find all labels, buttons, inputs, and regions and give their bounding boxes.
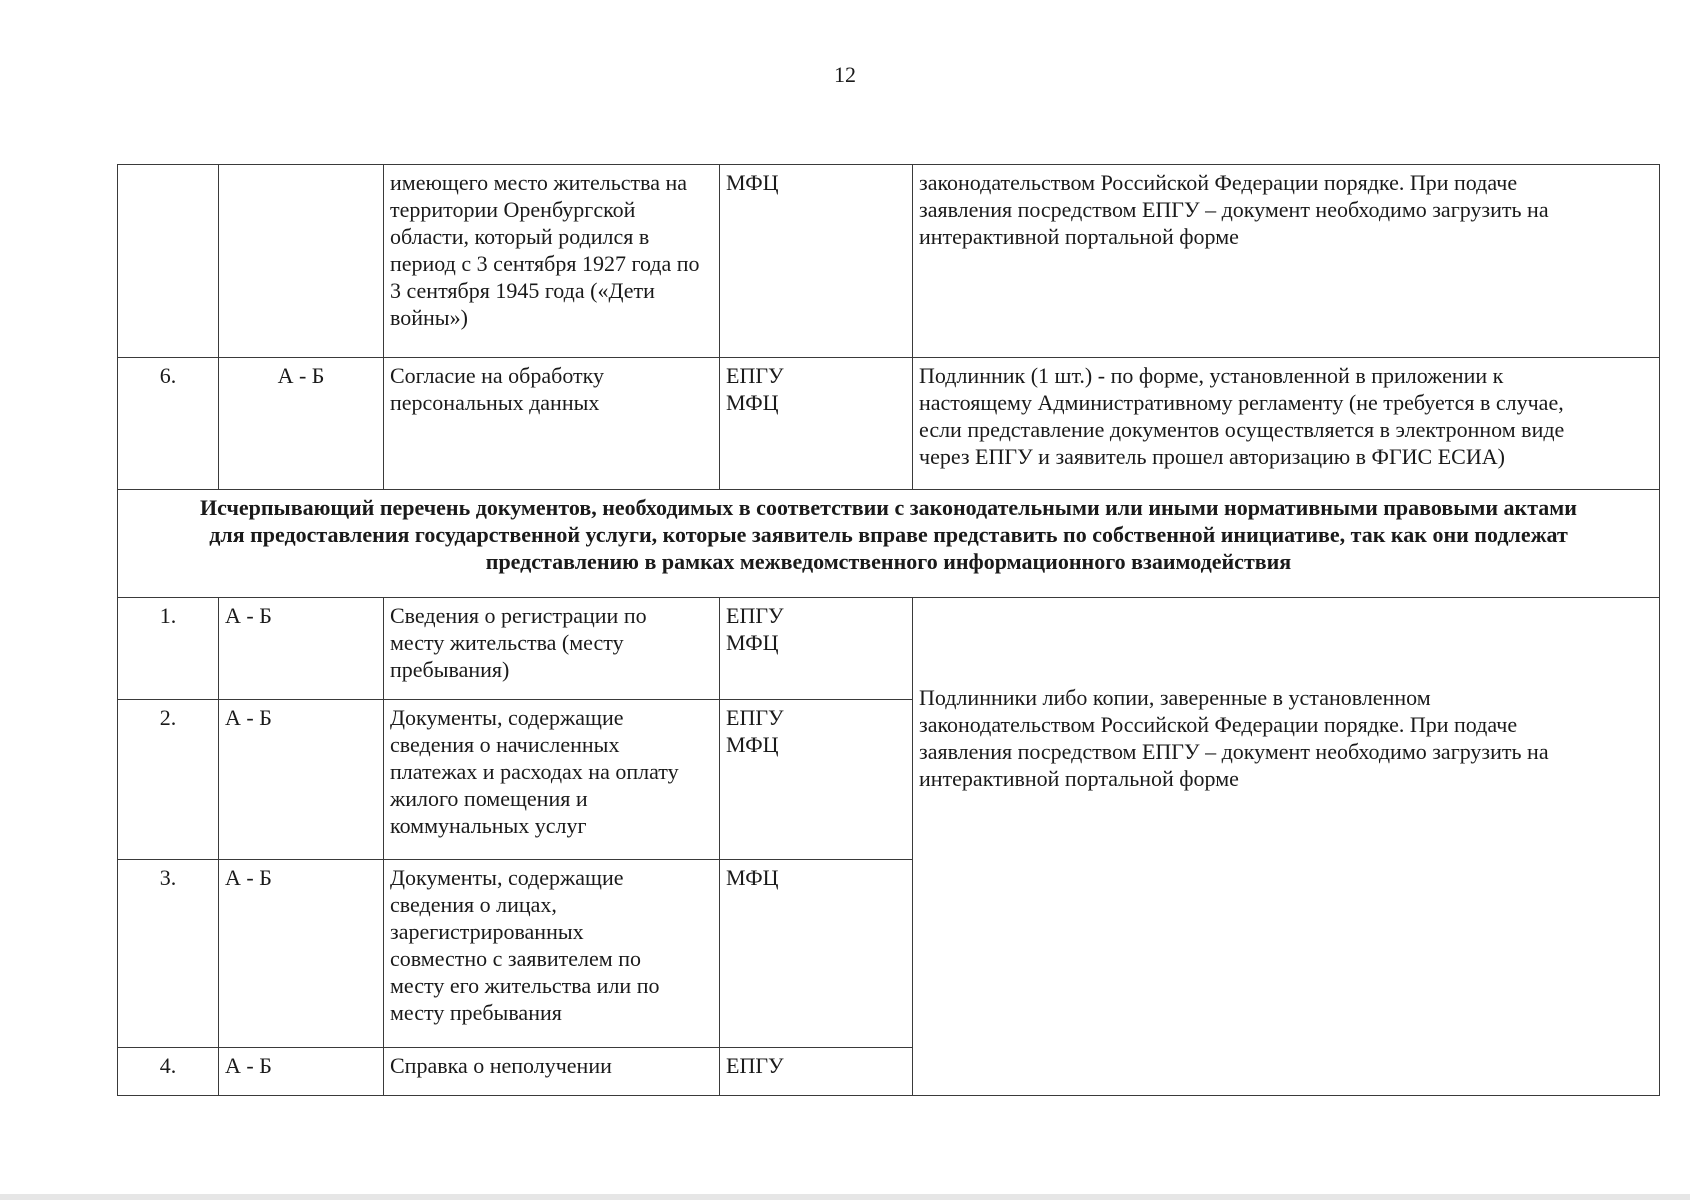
applicant-category: А - Б (219, 860, 384, 1048)
row-number: 6. (118, 358, 219, 490)
table-row (118, 165, 1660, 358)
document-requirements (913, 165, 1660, 358)
document-requirements (913, 358, 1660, 490)
document-name-line: Справка о неполучении (390, 1053, 612, 1078)
document-name-line: 3 сентября 1945 года («Дети (390, 278, 655, 303)
document-name (384, 358, 720, 490)
channel-line: МФЦ (726, 390, 779, 415)
documents-table (117, 164, 1660, 1096)
section-heading-row (118, 490, 1660, 598)
document-name-line: пребывания) (390, 657, 510, 682)
submission-channel (720, 860, 913, 1048)
submission-channel (720, 1048, 913, 1096)
section-heading-line: представлению в рамках межведомственного информационного взаимодействия (485, 549, 1292, 574)
channel-line: ЕПГУ (726, 1053, 784, 1078)
document-name-line: жилого помещения и (390, 786, 588, 811)
applicant-category (219, 165, 384, 358)
document-name (384, 700, 720, 860)
document-name-line: персональных данных (390, 390, 600, 415)
requirements-line: заявления посредством ЕПГУ – документ необходимо загрузить на (919, 197, 1549, 222)
requirements-line: Подлинник (1 шт.) - по форме, установленной в приложении к (919, 363, 1504, 388)
row-number: 4. (118, 1048, 219, 1096)
document-name-line: совместно с заявителем по (390, 946, 641, 971)
channel-line: МФЦ (726, 630, 779, 655)
applicant-category: А - Б (219, 1048, 384, 1096)
applicant-category: А - Б (219, 358, 384, 490)
channel-line: МФЦ (726, 732, 779, 757)
requirements-line: если представление документов осуществляется в электронном виде (919, 417, 1565, 442)
requirements-line: заявления посредством ЕПГУ – документ необходимо загрузить на (919, 739, 1549, 764)
document-name (384, 1048, 720, 1096)
requirements-line: настоящему Административному регламенту (не требуется в случае, (919, 390, 1564, 415)
requirements-line: интерактивной портальной форме (919, 766, 1239, 791)
document-name (384, 598, 720, 700)
table-row (118, 598, 1660, 700)
channel-line: МФЦ (726, 170, 779, 195)
document-name-line: Согласие на обработку (390, 363, 605, 388)
row-number: 1. (118, 598, 219, 700)
table-row (118, 358, 1660, 490)
document-name-line: коммунальных услуг (390, 813, 587, 838)
row-number (118, 165, 219, 358)
channel-line: ЕПГУ (726, 705, 784, 730)
document-name-line: области, который родился в (390, 224, 650, 249)
row-number: 3. (118, 860, 219, 1048)
submission-channel (720, 700, 913, 860)
section-heading-line: для предоставления государственной услуги, которые заявитель вправе представить по собственной инициативе, так как они подлежат (209, 522, 1568, 547)
document-name-line: месту пребывания (390, 1000, 562, 1025)
document-name-line: месту жительства (месту (390, 630, 624, 655)
document-name-line: Сведения о регистрации по (390, 603, 647, 628)
document-name-line: сведения о лицах, (390, 892, 557, 917)
document-name-line: территории Оренбургской (390, 197, 636, 222)
applicant-category: А - Б (219, 700, 384, 860)
document-name (384, 165, 720, 358)
document-name-line: Документы, содержащие (390, 705, 624, 730)
document-name (384, 860, 720, 1048)
requirements-line: через ЕПГУ и заявитель прошел авторизацию в ФГИС ЕСИА) (919, 444, 1505, 469)
document-name-line: имеющего место жительства на (390, 170, 688, 195)
requirements-line: законодательством Российской Федерации порядке. При подаче (919, 170, 1518, 195)
document-name-line: месту его жительства или по (390, 973, 660, 998)
channel-line: МФЦ (726, 865, 779, 890)
section-heading (118, 490, 1660, 598)
submission-channel (720, 358, 913, 490)
scan-bottom-edge (0, 1194, 1690, 1200)
document-name-line: войны») (390, 305, 468, 330)
requirements-line: Подлинники либо копии, заверенные в установленном (919, 685, 1431, 710)
channel-line: ЕПГУ (726, 363, 784, 388)
document-name-line: сведения о начисленных (390, 732, 620, 757)
merged-document-requirements (913, 598, 1660, 1096)
submission-channel (720, 598, 913, 700)
document-name-line: Документы, содержащие (390, 865, 624, 890)
document-name-line: зарегистрированных (390, 919, 584, 944)
section-heading-line: Исчерпывающий перечень документов, необходимых в соответствии с законодательными или иными нормативными правовыми актами (200, 495, 1577, 520)
requirements-line: интерактивной портальной форме (919, 224, 1239, 249)
requirements-line: законодательством Российской Федерации порядке. При подаче (919, 712, 1518, 737)
submission-channel (720, 165, 913, 358)
applicant-category: А - Б (219, 598, 384, 700)
document-name-line: платежах и расходах на оплату (390, 759, 679, 784)
channel-line: ЕПГУ (726, 603, 784, 628)
row-number: 2. (118, 700, 219, 860)
page-number: 12 (834, 62, 856, 87)
document-name-line: период с 3 сентября 1927 года по (390, 251, 700, 276)
